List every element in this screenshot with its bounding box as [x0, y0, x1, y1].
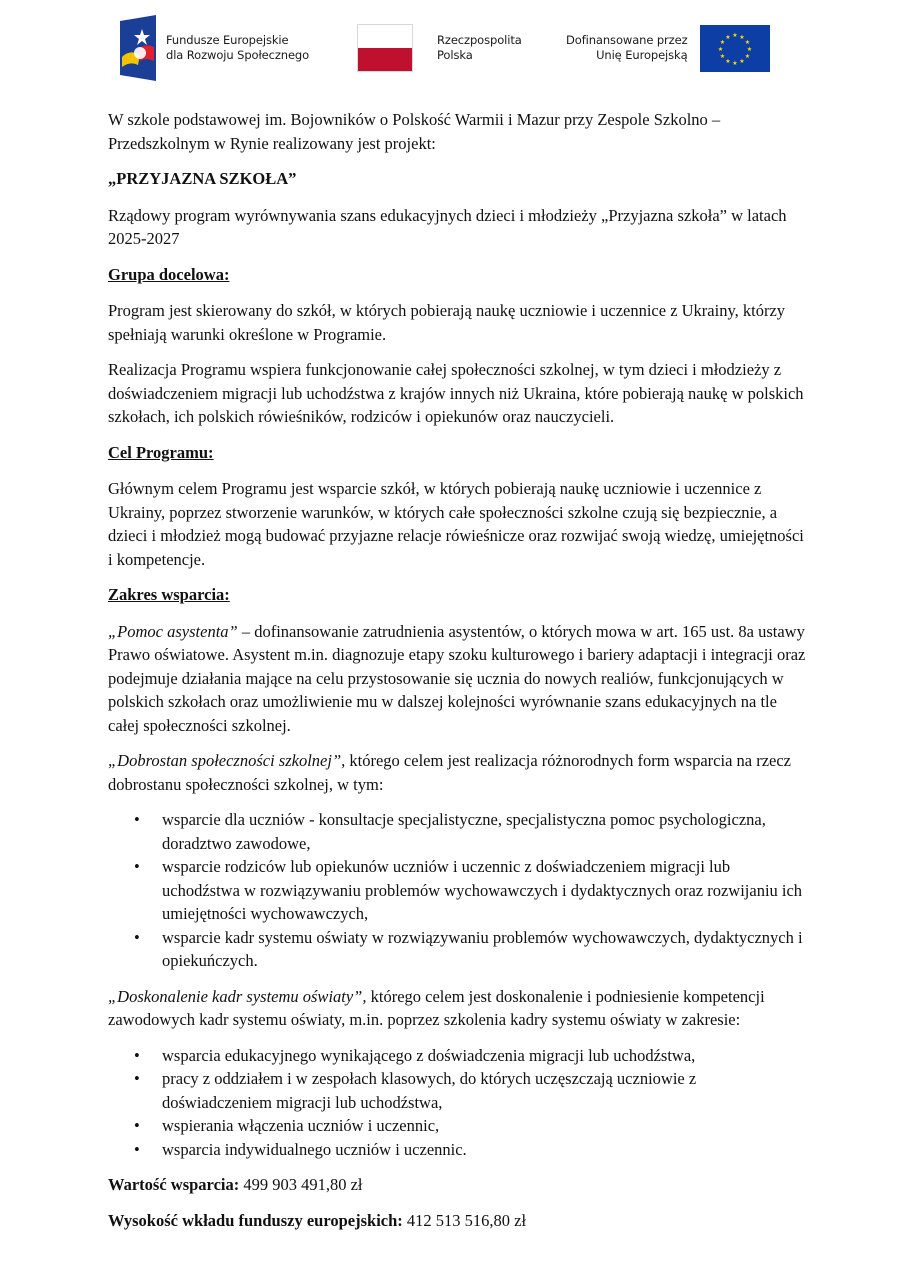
intro-paragraph: W szkole podstawowej im. Bojowników o Polskość Warmii i Mazur przy Zespole Szkolno – Przedszkolnym w Rynie realizowany jest projekt:	[108, 110, 721, 153]
logo-text-line1: Fundusze Europejskie	[166, 33, 289, 47]
eu-contribution-label: Wysokość wkładu funduszy europejskich:	[108, 1210, 403, 1230]
program-subtitle: Rządowy program wyrównywania szans edukacyjnych dzieci i młodzieży „Przyjazna szkoła” w latach 2025-2027	[108, 205, 787, 248]
list-item: • wsparcia edukacyjnego wynikającego z doświadczenia migracji lub uchodźstwa,	[162, 1044, 808, 1068]
svg-text:★: ★	[719, 52, 725, 60]
target-group-paragraph: Program jest skierowany do szkół, w których pobierają naukę uczniowie i uczennice z Ukrainy, którzy spełniają warunki określone w Programie.	[108, 301, 786, 344]
staff-paragraph	[108, 985, 808, 1032]
support-value-amount: 499 903 491,80 zł	[239, 1175, 363, 1194]
unia-europejska-logo	[566, 12, 770, 84]
assistant-paragraph	[108, 620, 808, 738]
support-value-label: Wartość wsparcia:	[108, 1175, 240, 1194]
logo-text-line1: Rzeczpospolita	[437, 33, 522, 47]
goal-paragraph: Głównym celem Programu jest wsparcie szkół, w których pobierają naukę uczniowie i uczennice z Ukrainy, poprzez stworzenie warunków, w których całe społeczności szkolne czują się bezpiecznie, a dzieci i młodzież mogą budować przyjazne relacje rówieśnicze oraz rozwijać swoją wiedzę, umiejętności i kompetencje.	[108, 479, 804, 569]
eu-contribution	[108, 1209, 808, 1233]
assistant-text: – dofinansowanie zatrudnienia asystentów, o których mowa w art. 165 ust. 8a ustawy Prawo oświatowe. Asystent m.in. diagnozuje etapy szoku kulturowego i bariery adaptacji i integracji oraz podejmuje działania mające na celu przystosowanie się ucznia do nowych realiów, funkcjonujących w polskich szkołach oraz umożliwienie mu w dalszej kolejności wyrównanie szans edukacyjnych na tle całej społeczności szkolnej.	[108, 621, 806, 735]
target-group-paragraph: Realizacja Programu wspiera funkcjonowanie całej społeczności szkolnej, w tym dzieci i młodzieży z doświadczeniem migracji lub uchodźstwa z krajów innych niż Ukraina, które pobierają naukę w polskich szkołach, ich polskich rówieśników, rodziców i opiekunów oraz nauczycieli.	[108, 360, 804, 426]
fundusze-europejskie-icon	[120, 15, 156, 81]
svg-text:★: ★	[738, 57, 745, 65]
svg-text:★: ★	[731, 31, 738, 39]
logo-text-line2: Polska	[437, 48, 473, 62]
svg-text:★: ★	[724, 33, 731, 41]
support-value	[108, 1173, 808, 1197]
wellbeing-text: którego celem jest realizacja różnorodnych form wsparcia na rzecz dobrostanu społeczności szkolnej, w tym:	[108, 751, 792, 794]
svg-text:★: ★	[746, 45, 752, 53]
staff-label: „Doskonalenie kadr systemu oświaty”,	[108, 986, 367, 1006]
list-item: • wsparcia indywidualnego uczniów i uczennic.	[162, 1138, 808, 1162]
svg-text:★: ★	[717, 45, 723, 53]
svg-text:★: ★	[731, 59, 738, 67]
list-item: • pracy z oddziałem i w zespołach klasowych, do których uczęszczają uczniowie z doświadczeniem migracji lub uchodźstwa,	[162, 1067, 808, 1114]
project-title: „PRZYJAZNA SZKOŁA”	[108, 169, 297, 188]
list-item: • wsparcie rodziców lub opiekunów uczniów i uczennic z doświadczeniem migracji lub uchodźstwa w rozwiązywaniu problemów wychowawczych i dydaktycznych oraz rozwijaniu ich umiejętności wychowawczych,	[162, 855, 808, 926]
polish-flag-icon	[357, 24, 413, 72]
svg-text:★: ★	[724, 57, 731, 65]
staff-text: którego celem jest doskonalenie i podniesienie kompetencji zawodowych kadr systemu oświaty, m.in. poprzez szkolenia kadry systemu oświaty w zakresie:	[108, 986, 765, 1029]
scope-heading: Zakres wsparcia:	[108, 585, 230, 604]
logo-text-line2: dla Rozwoju Społecznego	[166, 48, 310, 62]
list-item: • wsparcie kadr systemu oświaty w rozwiązywaniu problemów wychowawczych, dydaktycznych i opiekuńczych.	[162, 926, 808, 973]
svg-text:★: ★	[744, 38, 750, 46]
logo-text-line1: Dofinansowane przez	[566, 33, 688, 47]
staff-list	[108, 1044, 808, 1162]
assistant-label: „Pomoc asystenta”	[108, 621, 238, 641]
svg-text:★: ★	[738, 33, 745, 41]
list-item: • wspierania włączenia uczniów i uczennic,	[162, 1114, 808, 1138]
svg-text:★: ★	[744, 52, 750, 60]
svg-text:★: ★	[719, 38, 725, 46]
logo-bar	[120, 12, 785, 84]
wellbeing-list	[108, 808, 808, 973]
goal-heading: Cel Programu:	[108, 442, 214, 462]
fundusze-europejskie-logo	[120, 12, 309, 84]
wellbeing-label: „Dobrostan społeczności szkolnej”,	[108, 751, 346, 770]
target-group-heading: Grupa docelowa:	[108, 264, 230, 284]
document-body	[108, 108, 808, 1244]
logo-text-line2: Unię Europejską	[596, 48, 688, 62]
eu-contribution-amount: 412 513 516,80 zł	[402, 1210, 527, 1230]
wellbeing-paragraph	[108, 749, 808, 796]
list-item: • wsparcie dla uczniów - konsultacje specjalistyczne, specjalistyczna pomoc psychologiczna, doradztwo zawodowe,	[162, 808, 808, 855]
eu-flag-icon	[700, 25, 770, 72]
rzeczpospolita-polska-logo	[357, 12, 522, 84]
